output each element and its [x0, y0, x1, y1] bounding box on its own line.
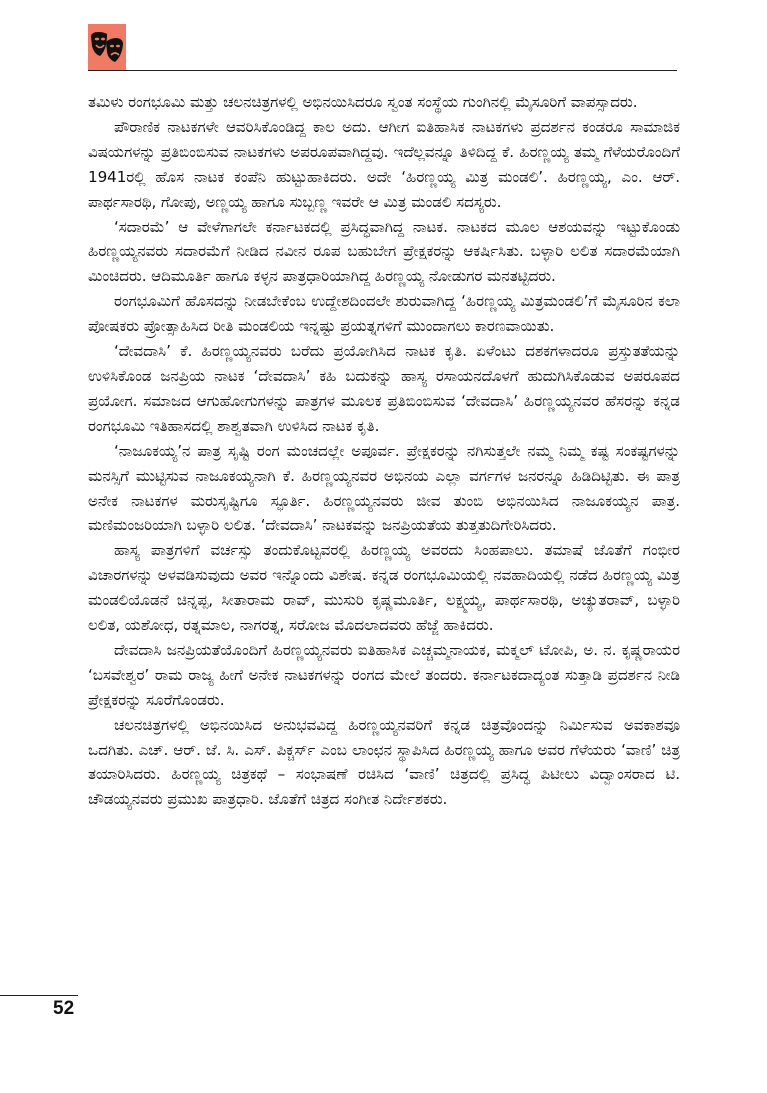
page-number: 52	[53, 998, 75, 1019]
paragraph: ‘ನಾಜೂಕಯ್ಯ’ನ ಪಾತ್ರ ಸೃಷ್ಟಿ ರಂಗ ಮಂಚದಲ್ಲೇ ಅಪೂರ್ವ. ಪ್ರೇಕ್ಷಕರನ್ನು ನಗಿಸುತ್ತಲೇ ನಮ್ಮ ನಿಮ್ಮ ಕಷ್ಟ ಸಂಕಷ್ಟಗಳನ್ನು ಮನಸ್ಸಿಗೆ ಮುಟ್ಟಿಸುವ ನಾಜೂಕಯ್ಯನಾಗಿ ಕೆ. ಹಿರಣ್ಣಯ್ಯನವರ ಅಭಿನಯ ಎಲ್ಲಾ ವರ್ಗಗಳ ಜನರನ್ನೂ ಹಿಡಿದಿಟ್ಟಿತು. ಈ ಪಾತ್ರ ಅನೇಕ ನಾಟಕಗಳ ಮರುಸೃಷ್ಟಿಗೂ ಸ್ಫೂರ್ತಿ. ಹಿರಣ್ಣಯ್ಯನವರು ಜೀವ ತುಂಬಿ ಅಭಿನಯಿಸಿದ ನಾಜೂಕಯ್ಯನ ಪಾತ್ರ. ಮಣಿಮಂಜರಿಯಾಗಿ ಬಳ್ಳಾರಿ ಲಲಿತ. ‘ದೇವದಾಸಿ’ ನಾಟಕವನ್ನು ಜನಪ್ರಿಯತೆಯ ತುತ್ತತುದಿಗೇರಿಸಿದರು.	[88, 441, 680, 535]
paragraph: ಹಾಸ್ಯ ಪಾತ್ರಗಳಿಗೆ ವರ್ಚಸ್ಸು ತಂದುಕೊಟ್ಟವರಲ್ಲಿ ಹಿರಣ್ಣಯ್ಯ ಅವರದು ಸಿಂಹಪಾಲು. ತಮಾಷೆ ಜೊತೆಗೆ ಗಂಭೀರ ವಿಚಾರಗಳನ್ನು ಅಳವಡಿಸುವುದು ಅವರ ಇನ್ನೊಂದು ವಿಶೇಷ. ಕನ್ನಡ ರಂಗಭೂಮಿಯಲ್ಲಿ ನವಹಾದಿಯಲ್ಲಿ ನಡೆದ ಹಿರಣ್ಣಯ್ಯ ಮಿತ್ರ ಮಂಡಲಿಯೊಡನೆ ಚಿನ್ನಪ್ಪ, ಸೀತಾರಾಮ ರಾವ್, ಮುಸುರಿ ಕೃಷ್ಣಮೂರ್ತಿ, ಲಕ್ಷ್ಮಯ್ಯ, ಪಾರ್ಥಸಾರಥಿ, ಅಚ್ಯುತರಾವ್, ಬಳ್ಳಾರಿ ಲಲಿತ, ಯಶೋಧ, ರತ್ನಮಾಲ, ನಾಗರತ್ನ, ಸರೋಜ ಮೊದಲಾದವರು ಹೆಜ್ಜೆ ಹಾಕಿದರು.	[88, 541, 680, 635]
paragraph: ದೇವದಾಸಿ ಜನಪ್ರಿಯತೆಯೊಂದಿಗೆ ಹಿರಣ್ಣಯ್ಯನವರು ಐತಿಹಾಸಿಕ ಎಚ್ಚಮ್ಮನಾಯಕ, ಮಕ್ಮಲ್ ಟೋಪಿ, ಅ. ನ. ಕೃಷ್ಣರಾಯರ ‘ಬಸವೇಶ್ವರ’ ರಾಮ ರಾಜ್ಯ ಹೀಗೆ ಅನೇಕ ನಾಟಕಗಳನ್ನು ರಂಗದ ಮೇಲೆ ತಂದರು. ಕರ್ನಾಟಕದಾದ್ಯಂತ ಸುತ್ತಾಡಿ ಪ್ರದರ್ಶನ ನೀಡಿ ಪ್ರೇಕ್ಷಕರನ್ನು ಸೂರೆಗೊಂಡರು.	[88, 640, 680, 709]
paragraph: ಚಲನಚಿತ್ರಗಳಲ್ಲಿ ಅಭಿನಯಿಸಿದ ಅನುಭವವಿದ್ದ ಹಿರಣ್ಣಯ್ಯನವರಿಗೆ ಕನ್ನಡ ಚಿತ್ರವೊಂದನ್ನು ನಿರ್ಮಿಸುವ ಅವಕಾಶವೂ ಒದಗಿತು. ಎಚ್. ಆರ್. ಜೆ. ಸಿ. ಎಸ್. ಪಿಕ್ಚರ್ಸ್ ಎಂಬ ಲಾಂಛನ ಸ್ಥಾಪಿಸಿದ ಹಿರಣ್ಣಯ್ಯ ಹಾಗೂ ಅವರ ಗೆಳೆಯರು ‘ವಾಣಿ’ ಚಿತ್ರ ತಯಾರಿಸಿದರು. ಹಿರಣ್ಣಯ್ಯ ಚಿತ್ರಕಥೆ – ಸಂಭಾಷಣೆ ರಚಿಸಿದ ‘ವಾಣಿ’ ಚಿತ್ರದಲ್ಲಿ ಪ್ರಸಿದ್ಧ ಪಿಟೀಲು ವಿದ್ವಾಂಸರಾದ ಟಿ. ಚೌಡಯ್ಯನವರು ಪ್ರಮುಖ ಪಾತ್ರಧಾರಿ. ಜೊತೆಗೆ ಚಿತ್ರದ ಸಂಗೀತ ನಿರ್ದೇಶಕರು.	[88, 715, 680, 809]
paragraph: ಪೌರಾಣಿಕ ನಾಟಕಗಳೇ ಆವರಿಸಿಕೊಂಡಿದ್ದ ಕಾಲ ಅದು. ಆಗೀಗ ಐತಿಹಾಸಿಕ ನಾಟಕಗಳು ಪ್ರದರ್ಶನ ಕಂಡರೂ ಸಾಮಾಜಿಕ ವಿಷಯಗಳನ್ನು ಪ್ರತಿಬಿಂಬಿಸುವ ನಾಟಕಗಳು ಅಪರೂಪವಾಗಿದ್ದವು. ಇದೆಲ್ಲವನ್ನೂ ತಿಳಿದಿದ್ದ ಕೆ. ಹಿರಣ್ಣಯ್ಯ ತಮ್ಮ ಗೆಳೆಯರೊಂದಿಗೆ 1941ರಲ್ಲಿ ಹೊಸ ನಾಟಕ ಕಂಪೆನಿ ಹುಟ್ಟುಹಾಕಿದರು. ಅದೇ ‘ಹಿರಣ್ಣಯ್ಯ ಮಿತ್ರ ಮಂಡಲಿ’. ಹಿರಣ್ಣಯ್ಯ, ಎಂ. ಆರ್. ಪಾರ್ಥಸಾರಥಿ, ಗೋಪು, ಅಣ್ಣಯ್ಯ ಹಾಗೂ ಸುಬ್ಬಣ್ಣ ಇವರೇ ಆ ಮಿತ್ರ ಮಂಡಲಿ ಸದಸ್ಯರು.	[88, 117, 680, 211]
theatre-masks-icon	[88, 24, 126, 70]
paragraph: ‘ದೇವದಾಸಿ’ ಕೆ. ಹಿರಣ್ಣಯ್ಯನವರು ಬರೆದು ಪ್ರಯೋಗಿಸಿದ ನಾಟಕ ಕೃತಿ. ಏಳೆಂಟು ದಶಕಗಳಾದರೂ ಪ್ರಸ್ತುತತೆಯನ್ನು ಉಳಿಸಿಕೊಂಡ ಜನಪ್ರಿಯ ನಾಟಕ ‘ದೇವದಾಸಿ’ ಕಹಿ ಬದುಕನ್ನು ಹಾಸ್ಯ ರಸಾಯನದೊಳಗೆ ಹುದುಗಿಸಿಕೊಡುವ ಅಪರೂಪದ ಪ್ರಯೋಗ. ಸಮಾಜದ ಆಗುಹೋಗುಗಳನ್ನು ಪಾತ್ರಗಳ ಮೂಲಕ ಪ್ರತಿಬಿಂಬಿಸುವ ‘ದೇವದಾಸಿ’ ಹಿರಣ್ಣಯ್ಯನವರ ಹೆಸರನ್ನು ಕನ್ನಡ ರಂಗಭೂಮಿ ಇತಿಹಾಸದಲ್ಲಿ ಶಾಶ್ವತವಾಗಿ ಉಳಿಸಿದ ನಾಟಕ ಕೃತಿ.	[88, 342, 680, 435]
footer-divider	[0, 995, 78, 996]
header-divider	[88, 70, 677, 71]
paragraph: ‘ಸದಾರಮೆ’ ಆ ವೇಳೆಗಾಗಲೇ ಕರ್ನಾಟಕದಲ್ಲಿ ಪ್ರಸಿದ್ಧವಾಗಿದ್ದ ನಾಟಕ. ನಾಟಕದ ಮೂಲ ಆಶಯವನ್ನು ಇಟ್ಟುಕೊಂಡು ಹಿರಣ್ಣಯ್ಯನವರು ಸದಾರಮೆಗೆ ನೀಡಿದ ನವೀನ ರೂಪ ಬಹುಬೇಗ ಪ್ರೇಕ್ಷಕರನ್ನು ಆಕರ್ಷಿಸಿತು. ಬಳ್ಳಾರಿ ಲಲಿತ ಸದಾರಮೆಯಾಗಿ ಮಿಂಚಿದರು. ಆದಿಮೂರ್ತಿ ಹಾಗೂ ಕಳ್ಳನ ಪಾತ್ರಧಾರಿಯಾಗಿದ್ದ ಹಿರಣ್ಣಯ್ಯ ನೋಡುಗರ ಮನತಟ್ಟಿದರು.	[88, 217, 680, 286]
paragraph: ರಂಗಭೂಮಿಗೆ ಹೊಸದನ್ನು ನೀಡಬೇಕೆಂಬ ಉದ್ದೇಶದಿಂದಲೇ ಶುರುವಾಗಿದ್ದ ‘ಹಿರಣ್ಣಯ್ಯ ಮಿತ್ರಮಂಡಲಿ’ಗೆ ಮೈಸೂರಿನ ಕಲಾ ಪೋಷಕರು ಪ್ರೋತ್ಸಾಹಿಸಿದ ರೀತಿ ಮಂಡಲಿಯ ಇನ್ನಷ್ಟು ಪ್ರಯತ್ನಗಳಿಗೆ ಮುಂದಾಗಲು ಕಾರಣವಾಯಿತು.	[88, 292, 680, 336]
article-body	[88, 90, 680, 812]
paragraph: ತಮಿಳು ರಂಗಭೂಮಿ ಮತ್ತು ಚಲನಚಿತ್ರಗಳಲ್ಲಿ ಅಭಿನಯಿಸಿದರೂ ಸ್ವಂತ ಸಂಸ್ಥೆಯ ಗುಂಗಿನಲ್ಲಿ ಮೈಸೂರಿಗೆ ವಾಪಸ್ಸಾದರು.	[88, 93, 638, 111]
